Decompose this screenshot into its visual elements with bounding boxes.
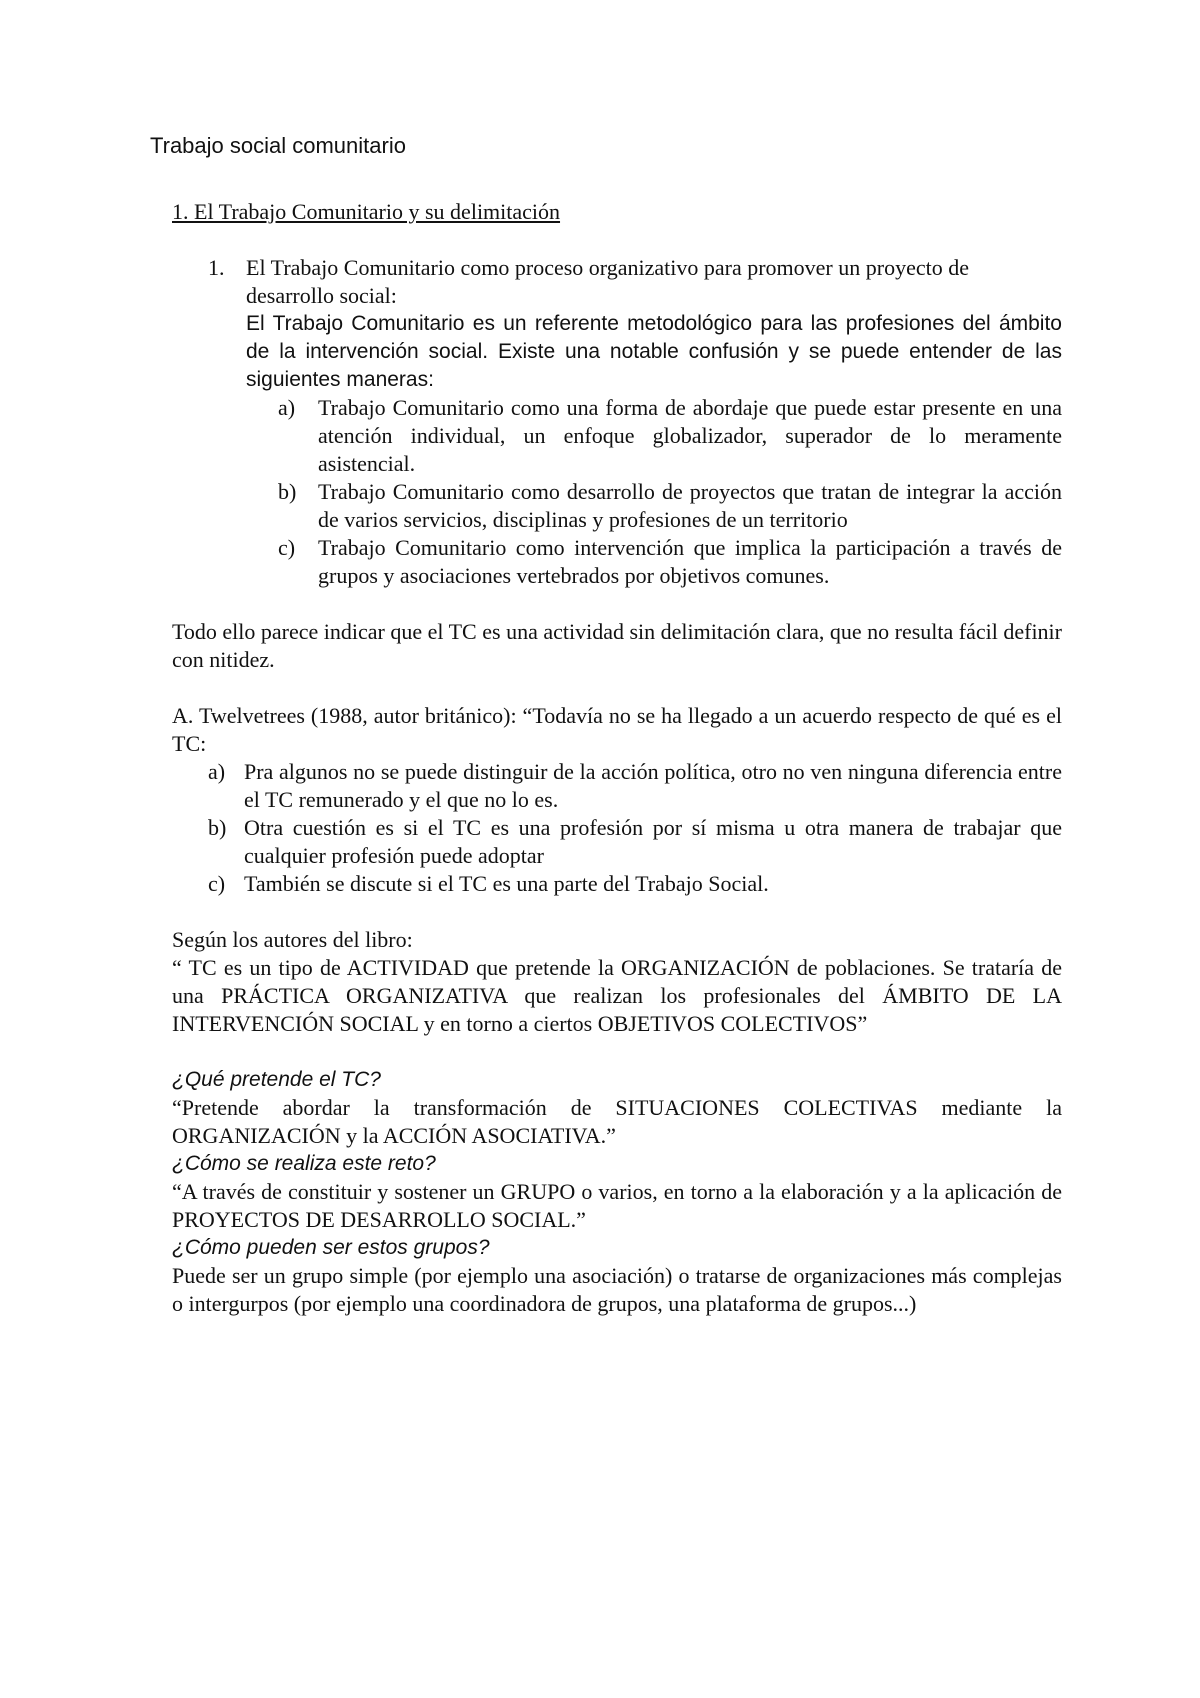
twelvetrees-intro: A. Twelvetrees (1988, autor británico): “Todavía no se ha llegado a un acuerdo respecto de qué es el TC: [172, 703, 1062, 756]
authors-intro: Según los autores del libro: [172, 927, 413, 952]
way-item-c [172, 534, 1062, 590]
way-c-marker: c) [278, 535, 296, 560]
question-1: ¿Qué pretende el TC? [172, 1068, 381, 1091]
twelvetrees-point-b [172, 814, 1062, 870]
authors-quote: “ TC es un tipo de ACTIVIDAD que pretende la ORGANIZACIÓN de poblaciones. Se trataría de una PRÁCTICA ORGANIZATIVA que realizan los profesionales del ÁMBITO DE LA INTERVENCIÓN SOCIAL y en torno a ciertos OBJETIVOS COLECTIVOS” [172, 955, 1062, 1036]
question-2: ¿Cómo se realiza este reto? [172, 1152, 436, 1175]
document-title: Trabajo social comunitario [150, 133, 406, 158]
point-c-text: También se discute si el TC es una parte del Trabajo Social. [244, 871, 769, 896]
answer-1: “Pretende abordar la transformación de SITUACIONES COLECTIVAS mediante la ORGANIZACIÓN y la ACCIÓN ASOCIATIVA.” [172, 1095, 1062, 1148]
point-a-text: Pra algunos no se puede distinguir de la acción política, otro no ven ninguna diferencia entre el TC remunerado y el que no lo es. [244, 759, 1062, 812]
document-body [172, 254, 1062, 1318]
way-b-text: Trabajo Comunitario como desarrollo de proyectos que tratan de integrar la acción de varios servicios, disciplinas y profesiones de un territorio [318, 479, 1062, 532]
item-1-heading: El Trabajo Comunitario como proceso organizativo para promover un proyecto de desarrollo social: [246, 255, 969, 308]
way-a-text: Trabajo Comunitario como una forma de abordaje que puede estar presente en una atención individual, un enfoque globalizador, superador de lo meramente asistencial. [318, 395, 1062, 476]
item-1-marker: 1. [208, 255, 225, 280]
way-a-marker: a) [278, 395, 296, 420]
point-b-text: Otra cuestión es si el TC es una profesión por sí misma u otra manera de trabajar que cualquier profesión puede adoptar [244, 815, 1062, 868]
twelvetrees-point-c [172, 870, 1062, 898]
way-b-marker: b) [278, 479, 297, 504]
question-3: ¿Cómo pueden ser estos grupos? [172, 1236, 490, 1259]
conclusion-paragraph: Todo ello parece indicar que el TC es una actividad sin delimitación clara, que no resulta fácil definir con nitidez. [172, 619, 1062, 672]
point-b-marker: b) [208, 815, 227, 840]
way-item-a [172, 394, 1062, 478]
answer-3: Puede ser un grupo simple (por ejemplo una asociación) o tratarse de organizaciones más complejas o intergurpos (por ejemplo una coordinadora de grupos, una plataforma de grupos...) [172, 1263, 1062, 1316]
answer-2: “A través de constituir y sostener un GRUPO o varios, en torno a la elaboración y a la aplicación de PROYECTOS DE DESARROLLO SOCIAL.” [172, 1179, 1062, 1232]
point-a-marker: a) [208, 759, 226, 784]
way-c-text: Trabajo Comunitario como intervención que implica la participación a través de grupos y asociaciones vertebrados por objetivos comunes. [318, 535, 1062, 588]
twelvetrees-point-a [172, 758, 1062, 814]
item-1-description: El Trabajo Comunitario es un referente metodológico para las profesiones del ámbito de la intervención social. Existe una notable confusión y se puede entender de las siguientes maneras: [246, 312, 1062, 391]
numbered-item-1 [172, 254, 1062, 394]
way-item-b [172, 478, 1062, 534]
section-heading: 1. El Trabajo Comunitario y su delimitación [172, 199, 561, 224]
point-c-marker: c) [208, 871, 226, 896]
